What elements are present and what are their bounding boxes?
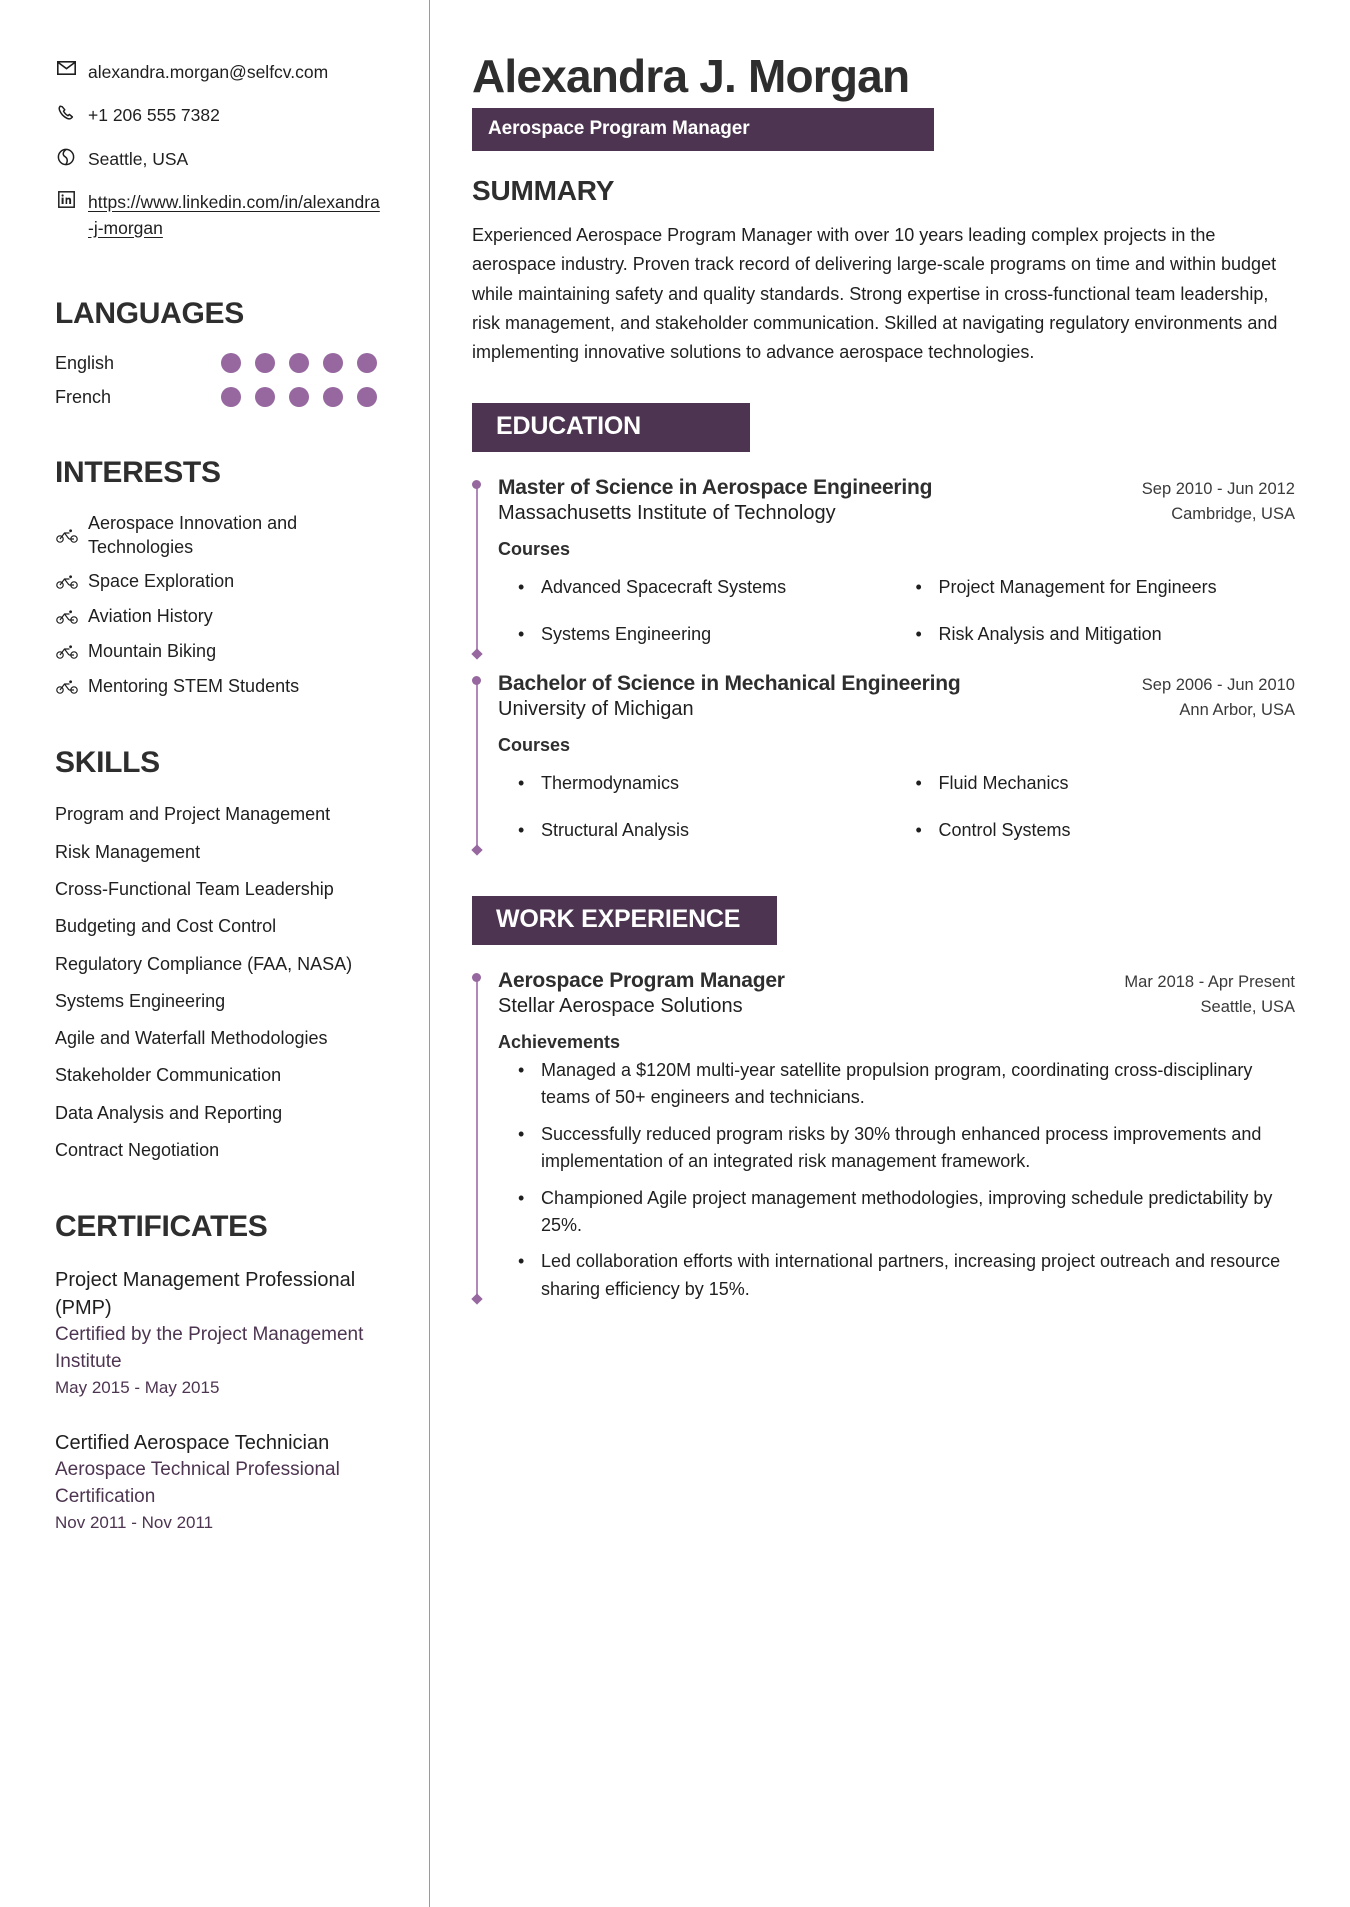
level-dot	[221, 387, 241, 407]
contact-phone	[55, 103, 385, 128]
interest-label: Mentoring STEM Students	[88, 675, 300, 696]
level-dot	[323, 387, 343, 407]
language-level-dots	[221, 387, 385, 407]
bicycle-icon	[55, 680, 79, 694]
company-name: Stellar Aerospace Solutions	[498, 995, 743, 1018]
timeline-dot	[472, 480, 481, 489]
courses-label: Courses	[498, 735, 571, 756]
achievement-item: • Managed a $120M multi-year satellite propulsion program, coordinating cross-disciplinary teams of 50+ engineers and technicians.	[516, 1057, 1295, 1112]
skill-item: Program and Project Management	[55, 804, 331, 825]
work-entry-sub	[498, 995, 1295, 1018]
bicycle-icon	[55, 529, 79, 543]
timeline-line	[476, 977, 478, 1299]
bicycle-icon	[55, 575, 79, 589]
timeline-dot	[472, 973, 481, 982]
work-location: Seattle, USA	[1200, 998, 1295, 1017]
certificate-item	[55, 1429, 385, 1534]
interests-section	[55, 456, 385, 699]
language-name: English	[55, 352, 115, 373]
work-experience-section	[472, 896, 1295, 1303]
interest-item	[55, 605, 385, 629]
contact-list	[55, 60, 385, 241]
certificate-title: Project Management Professional (PMP)	[55, 1269, 356, 1320]
certificate-title: Certified Aerospace Technician	[55, 1432, 330, 1455]
skill-item: Cross-Functional Team Leadership	[55, 878, 334, 899]
level-dot	[221, 353, 241, 373]
timeline-line	[476, 484, 478, 654]
education-entry-header	[498, 476, 1295, 500]
contact-email	[55, 60, 385, 85]
language-item	[55, 353, 385, 374]
course-item: • Fluid Mechanics	[914, 760, 1296, 807]
interest-item	[55, 675, 385, 699]
education-date: Sep 2006 - Jun 2010	[1141, 676, 1295, 695]
achievement-item: • Successfully reduced program risks by 30% through enhanced process improvements and implementation of an integrated risk management framework.	[516, 1121, 1295, 1176]
achievements-list	[516, 1057, 1295, 1303]
language-name: French	[55, 386, 112, 407]
envelope-icon	[55, 61, 77, 75]
school-name: Massachusetts Institute of Technology	[498, 502, 836, 525]
job-title: Aerospace Program Manager	[498, 969, 785, 993]
skill-item: Contract Negotiation	[55, 1140, 220, 1161]
level-dot	[357, 387, 377, 407]
interest-item	[55, 570, 385, 594]
education-entry-sub	[498, 698, 1295, 721]
skills-section	[55, 746, 385, 1162]
interest-item	[55, 640, 385, 664]
level-dot	[255, 353, 275, 373]
skill-item: Budgeting and Cost Control	[55, 916, 277, 937]
certificate-issuer: Certified by the Project Management Institute	[55, 1324, 364, 1372]
interest-label: Aviation History	[88, 606, 213, 627]
certificates-heading: CERTIFICATES	[55, 1210, 268, 1244]
interests-heading: INTERESTS	[55, 455, 221, 489]
degree-title: Master of Science in Aerospace Engineering	[498, 476, 933, 500]
contact-linkedin-text[interactable]: https://www.linkedin.com/in/alexandra-j-morgan	[88, 192, 380, 238]
education-entry	[472, 672, 1295, 854]
certificate-date: Nov 2011 - Nov 2011	[55, 1512, 214, 1532]
education-heading: EDUCATION	[472, 403, 750, 452]
achievements-label: Achievements	[498, 1032, 621, 1053]
education-entry	[472, 476, 1295, 658]
language-item	[55, 387, 385, 408]
timeline-dot	[472, 676, 481, 685]
achievement-item: • Championed Agile project management methodologies, improving schedule predictability by 25%.	[516, 1185, 1295, 1240]
language-level-dots	[221, 353, 385, 373]
skills-list	[55, 802, 385, 1162]
education-location: Ann Arbor, USA	[1179, 701, 1295, 720]
skill-item: Regulatory Compliance (FAA, NASA)	[55, 953, 353, 974]
contact-phone-text: +1 206 555 7382	[88, 105, 220, 126]
education-entry-header	[498, 672, 1295, 696]
work-entry	[472, 969, 1295, 1303]
level-dot	[357, 353, 377, 373]
summary-heading: SUMMARY	[472, 175, 615, 207]
interest-label: Aerospace Innovation and Technologies	[88, 512, 298, 557]
work-date: Mar 2018 - Apr Present	[1124, 973, 1295, 992]
skill-item: Risk Management	[55, 841, 201, 862]
interest-label: Mountain Biking	[88, 640, 217, 661]
contact-location-text: Seattle, USA	[88, 148, 189, 169]
work-entry-header	[498, 969, 1295, 993]
level-dot	[289, 353, 309, 373]
timeline-diamond	[471, 1293, 482, 1304]
contact-linkedin[interactable]	[55, 190, 385, 241]
certificate-item	[55, 1266, 385, 1399]
school-name: University of Michigan	[498, 698, 694, 721]
phone-icon	[55, 104, 77, 122]
level-dot	[289, 387, 309, 407]
work-experience-heading: WORK EXPERIENCE	[472, 896, 777, 945]
languages-heading: LANGUAGES	[55, 296, 244, 330]
timeline-diamond	[471, 648, 482, 659]
course-item: • Structural Analysis	[516, 807, 898, 854]
interest-item	[55, 512, 385, 560]
achievement-item: • Led collaboration efforts with international partners, increasing project outreach and resource sharing efficiency by 15%.	[516, 1248, 1295, 1303]
linkedin-icon	[55, 191, 77, 208]
course-item: • Advanced Spacecraft Systems	[516, 564, 898, 611]
sidebar	[0, 0, 430, 1907]
degree-title: Bachelor of Science in Mechanical Engineering	[498, 672, 961, 696]
courses-list	[516, 760, 1295, 854]
certificate-issuer: Aerospace Technical Professional Certification	[55, 1459, 340, 1507]
bicycle-icon	[55, 610, 79, 624]
course-item: • Project Management for Engineers	[914, 564, 1296, 611]
course-item: • Systems Engineering	[516, 611, 898, 658]
courses-label: Courses	[498, 539, 571, 560]
level-dot	[323, 353, 343, 373]
role-badge: Aerospace Program Manager	[472, 108, 934, 151]
course-item: • Control Systems	[914, 807, 1296, 854]
certificate-date: May 2015 - May 2015	[55, 1377, 220, 1397]
skill-item: Agile and Waterfall Methodologies	[55, 1028, 328, 1049]
skill-item: Systems Engineering	[55, 990, 226, 1011]
education-section	[472, 403, 1295, 854]
main-content	[430, 0, 1350, 1907]
education-date: Sep 2010 - Jun 2012	[1141, 480, 1295, 499]
skill-item: Data Analysis and Reporting	[55, 1102, 283, 1123]
certificates-section	[55, 1210, 385, 1534]
interests-list	[55, 512, 385, 699]
course-item: • Risk Analysis and Mitigation	[914, 611, 1296, 658]
summary-text: Experienced Aerospace Program Manager with over 10 years leading complex projects in the aerospace industry. Proven track record of delivering large-scale programs on time and within budget while maintaining safety and quality standards. Strong expertise in cross-functional team leadership, risk management, and stakeholder communication. Skilled at navigating regulatory environments and implementing innovative solutions to advance aerospace technologies.	[472, 225, 1278, 362]
timeline-diamond	[471, 844, 482, 855]
globe-icon	[55, 148, 77, 166]
course-item: • Thermodynamics	[516, 760, 898, 807]
page-title: Alexandra J. Morgan	[472, 50, 910, 102]
education-location: Cambridge, USA	[1171, 505, 1295, 524]
courses-list	[516, 564, 1295, 658]
level-dot	[255, 387, 275, 407]
skills-heading: SKILLS	[55, 746, 160, 780]
languages-list	[55, 353, 385, 408]
timeline-line	[476, 680, 478, 850]
interest-label: Space Exploration	[88, 571, 235, 592]
contact-location	[55, 147, 385, 172]
languages-section	[55, 297, 385, 408]
skill-item: Stakeholder Communication	[55, 1065, 282, 1086]
certificates-list	[55, 1266, 385, 1534]
summary-section	[472, 175, 1295, 367]
contact-email-text: alexandra.morgan@selfcv.com	[88, 62, 329, 82]
bicycle-icon	[55, 645, 79, 659]
education-entry-sub	[498, 502, 1295, 525]
